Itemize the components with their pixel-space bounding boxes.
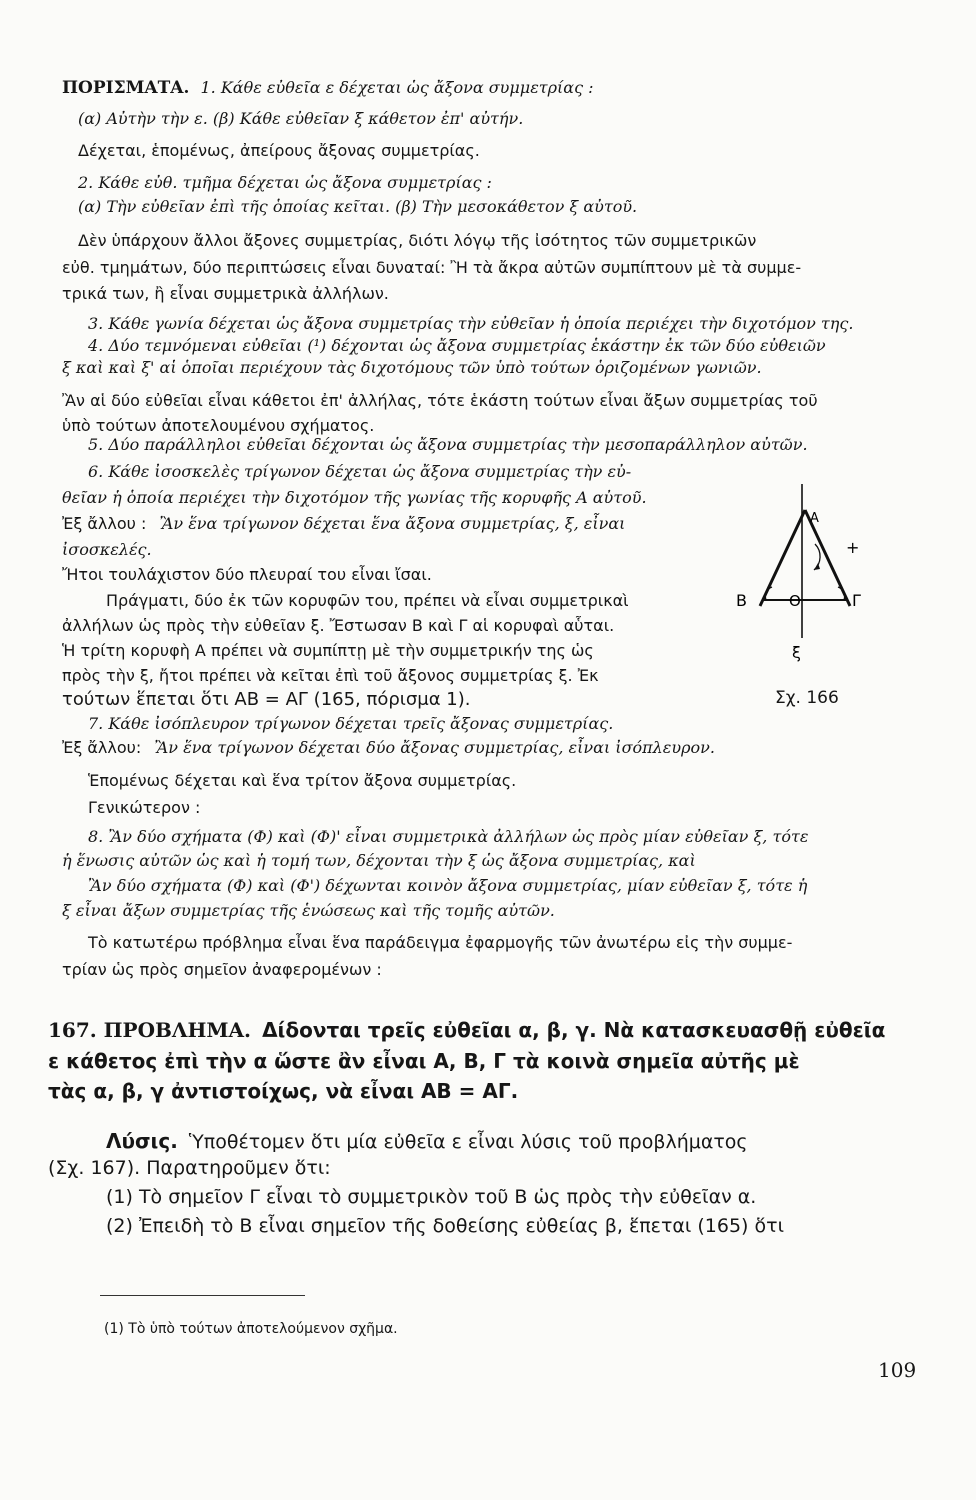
figure-166 <box>730 478 880 673</box>
solution-text-4: (2) Ἐπειδὴ τὸ Β εἶναι σημεῖον τῆς δοθείσης εὐθείας β, ἕπεται (165) ὅτι <box>106 1215 784 1237</box>
corollary-1-note: Δέχεται, ἑπομένως, ἀπείρους ἄξονας συμμετρίας. <box>78 141 480 160</box>
corollary-4: 4. Δύο τεμνόμεναι εὐθεῖαι (¹) δέχονται ὡς ἄξονα συμμετρίας ἑκάστην ἐκ τῶν δύο εὐθειῶν <box>88 336 826 355</box>
corollary-7-converse <box>62 740 715 756</box>
corollary-2-note-1: Δὲν ὑπάρχουν ἄλλοι ἄξονες συμμετρίας, διότι λόγῳ τῆς ἰσότητος τῶν συμμετρικῶν <box>78 231 757 250</box>
corollary-1: 1. Κάθε εὐθεῖα ε δέχεται ὡς ἄξονα συμμετρίας : <box>200 78 594 97</box>
solution-line-1 <box>106 1131 748 1152</box>
converse-text-2: Ἂν ἕνα τρίγωνον δέχεται δύο ἄξονας συμμετρίας, εἶναι ἰσόπλευρον. <box>154 738 715 757</box>
proof-line-2: Πράγματι, δύο ἐκ τῶν κορυφῶν του, πρέπει νὰ εἶναι συμμετρικαὶ <box>106 591 629 610</box>
figure-166-caption: Σχ. 166 <box>775 688 839 708</box>
generalization-label: Γενικώτερον : <box>88 798 201 817</box>
porismata-heading: ΠΟΡΙΣΜΑΤΑ. <box>62 78 190 98</box>
corollary-6-cont: θεῖαν ἡ ὁποία περιέχει τὴν διχοτόμον τῆς γωνίας τῆς κορυφῆς Α αὐτοῦ. <box>62 488 647 507</box>
proof-line-1: Ἤτοι τουλάχιστον δύο πλευραί του εἶναι ἴσαι. <box>62 565 432 584</box>
solution-text-1: Ὑποθέτομεν ὅτι μία εὐθεῖα ε εἶναι λύσις τοῦ προβλήματος <box>188 1131 748 1153</box>
corollary-4-note-2: ὑπὸ τούτων ἀποτελουμένου σχήματος. <box>62 416 375 435</box>
label-plus: + <box>846 538 860 557</box>
corollary-4-cont: ξ καὶ καὶ ξ' αἱ ὁποῖαι περιέχουν τὰς διχοτόμους τῶν ὑπὸ τούτων ὁριζομένων γωνιῶν. <box>62 358 762 377</box>
corollary-8-cont-1: ἡ ἕνωσις αὐτῶν ὡς καὶ ἡ τομή των, δέχονται τὴν ξ ὡς ἄξονα συμμετρίας, καὶ <box>62 851 696 870</box>
label-o: Ο <box>789 592 801 610</box>
corollary-3: 3. Κάθε γωνία δέχεται ὡς ἄξονα συμμετρίας τὴν εὐθεῖαν ἡ ὁποία περιέχει τὴν διχοτόμον της. <box>88 314 854 333</box>
corollary-6: 6. Κάθε ἰσοσκελὲς τρίγωνον δέχεται ὡς ἄξονα συμμετρίας τὴν εὐ- <box>88 462 632 481</box>
label-a: Α <box>810 511 819 526</box>
proof-line-6: τούτων ἕπεται ὅτι ΑΒ = ΑΓ (165, πόρισμα 1). <box>62 689 471 710</box>
transition-line-2: τρίαν ὡς πρὸς σημεῖον ἀναφερομένων : <box>62 960 382 979</box>
problem-text-1: Δίδονται τρεῖς εὐθεῖαι α, β, γ. Νὰ κατασκευασθῇ εὐθεῖα <box>262 1018 886 1042</box>
problem-text-2: ε κάθετος ἐπὶ τὴν α ὥστε ἂν εἶναι Α, Β, Γ τὰ κοινὰ σημεῖα αὐτῆς μὲ <box>48 1049 800 1073</box>
converse-text: Ἂν ἕνα τρίγωνον δέχεται ἕνα ἄξονα συμμετρίας, ξ, εἶναι <box>159 514 626 533</box>
corollary-1a: (α) Αὐτὴν τὴν ε. (β) Κάθε εὐθεῖαν ξ κάθετον ἐπ' αὐτήν. <box>78 109 524 128</box>
porismata-line-1 <box>62 80 594 97</box>
footnote: (1) Τὸ ὑπὸ τούτων ἀποτελούμενον σχῆμα. <box>104 1321 398 1337</box>
corollary-2-note-3: τρικά των, ἢ εἶναι συμμετρικὰ ἀλλήλων. <box>62 284 389 303</box>
corollary-8-cont-3: ξ εἶναι ἄξων συμμετρίας τῆς ἑνώσεως καὶ τῆς τομῆς αὐτῶν. <box>62 901 555 920</box>
label-xi: ξ <box>792 643 801 662</box>
corollary-2a: (α) Τὴν εὐθεῖαν ἐπὶ τῆς ὁποίας κεῖται. (β) Τὴν μεσοκάθετον ξ αὐτοῦ. <box>78 197 638 216</box>
corollary-7-note: Ἑπομένως δέχεται καὶ ἕνα τρίτον ἄξονα συμμετρίας. <box>88 771 517 790</box>
corollary-8-cont-2: Ἂν δύο σχήματα (Φ) καὶ (Φ') δέχωνται κοινὸν ἄξονα συμμετρίας, μίαν εὐθεῖαν ξ, τότε ἡ <box>88 876 808 895</box>
solution-text-2: (Σχ. 167). Παρατηροῦμεν ὅτι: <box>48 1157 331 1179</box>
corollary-2: 2. Κάθε εὐθ. τμῆμα δέχεται ὡς ἄξονα συμμετρίας : <box>78 173 492 192</box>
label-g: Γ <box>852 591 861 610</box>
converse-label: Ἐξ ἄλλου : <box>62 514 147 533</box>
problem-text-3: τὰς α, β, γ ἀντιστοίχως, νὰ εἶναι ΑΒ = ΑΓ. <box>48 1079 519 1103</box>
corollary-2-note-2: εὐθ. τμημάτων, δύο περιπτώσεις εἶναι δυναταί: Ἢ τὰ ἄκρα αὐτῶν συμπίπτουν μὲ τὰ συμμε- <box>62 258 802 277</box>
problem-167-line-1 <box>48 1020 885 1040</box>
corollary-7: 7. Κάθε ἰσόπλευρον τρίγωνον δέχεται τρεῖς ἄξονας συμμετρίας. <box>88 714 614 733</box>
corollary-6-converse-cont: ἰσοσκελές. <box>62 540 152 559</box>
transition-line-1: Τὸ κατωτέρω πρόβλημα εἶναι ἕνα παράδειγμα ἐφαρμογῆς τῶν ἀνωτέρω εἰς τὴν συμμε- <box>88 933 793 952</box>
label-b: Β <box>736 591 747 610</box>
proof-line-3: ἀλλήλων ὡς πρὸς τὴν εὐθεῖαν ξ. Ἔστωσαν Β καὶ Γ αἱ κορυφαὶ αὗται. <box>62 616 615 635</box>
proof-line-4: Ἡ τρίτη κορυφὴ Α πρέπει νὰ συμπίπτῃ μὲ τὴν συμμετρικήν της ὡς <box>62 641 594 660</box>
corollary-6-converse <box>62 516 625 532</box>
corollary-8: 8. Ἂν δύο σχήματα (Φ) καὶ (Φ)' εἶναι συμμετρικὰ ἀλλήλων ὡς πρὸς μίαν εὐθεῖαν ξ, τότε <box>88 827 809 846</box>
footnote-rule <box>100 1295 305 1296</box>
page-number: 109 <box>878 1358 917 1382</box>
solution-text-3: (1) Τὸ σημεῖον Γ εἶναι τὸ συμμετρικὸν τοῦ Β ὡς πρὸς τὴν εὐθεῖαν α. <box>106 1186 757 1208</box>
problem-heading: 167. ΠΡΟΒΛΗΜΑ. <box>48 1018 251 1042</box>
solution-heading: Λύσις. <box>106 1129 178 1153</box>
corollary-4-note-1: Ἂν αἱ δύο εὐθεῖαι εἶναι κάθετοι ἐπ' ἀλλήλας, τότε ἑκάστη τούτων εἶναι ἄξων συμμετρίας τοῦ <box>62 391 818 410</box>
proof-line-5: πρὸς τὴν ξ, ἤτοι πρέπει νὰ κεῖται ἐπὶ τοῦ ἄξονος συμμετρίας ξ. Ἐκ <box>62 666 599 685</box>
converse-label-2: Ἐξ ἄλλου: <box>62 738 142 757</box>
corollary-5: 5. Δύο παράλληλοι εὐθεῖαι δέχονται ὡς ἄξονα συμμετρίας τὴν μεσοπαράλληλον αὐτῶν. <box>88 435 808 454</box>
